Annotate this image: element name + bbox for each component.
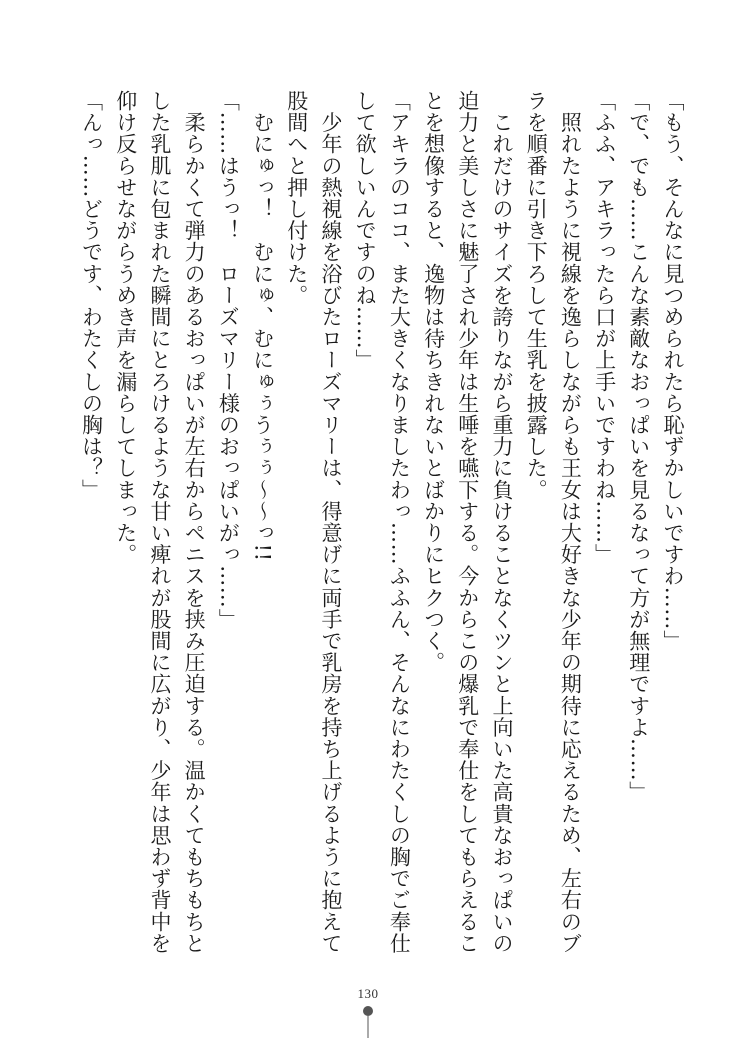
text-line-8: とを想像すると、逸物は待ちきれないとばかりにヒクつく。: [421, 90, 446, 674]
text-line-11: 少年の熱視線を浴びたローズマリーは、得意げに両手で乳房を持ち上げるように抱えて: [318, 90, 343, 954]
text-line-12: 股間へと押し付けた。: [284, 90, 309, 306]
text-line-9: 「アキラのココ、また大きくなりましたわっ……ふふん、そんなにわたくしの胸でご奉仕: [387, 90, 412, 954]
text-line-5: ラを順番に引き下ろして生乳を披露した。: [524, 90, 549, 501]
text-line-1: 「もう、そんなに見つめられたら恥ずかしいですわ……」: [661, 90, 685, 652]
text-line-15: 柔らかくて弾力のあるおっぱいが左右からペニスを挟み圧迫する。温かくてもちもちと: [182, 90, 207, 954]
text-line-3: 「ふふ、アキラったら口が上手いですわね……」: [592, 90, 617, 566]
text-line-17: 仰け反らせながらうめき声を漏らしてしまった。: [113, 90, 138, 566]
vertical-text-body: [79, 90, 690, 960]
text-line-7: 迫力と美しさに魅了され少年は生唾を嚥下する。今からこの爆乳で奉仕をしてもらえるこ: [455, 90, 480, 954]
page-number: 130: [357, 986, 379, 1001]
text-line-14: 「……はうっ！ ローズマリー様のおっぱいがっ……」: [216, 90, 241, 630]
text-line-18: 「んっ……どうです、わたくしの胸は？」: [79, 90, 104, 501]
text-line-2: 「で、でも……こんな素敵なおっぱいを見るなって方が無理ですよ……」: [626, 90, 651, 803]
text-line-4: 照れたように視線を逸らしながらも王女は大好きな少年の期待に応えるため、左右のブ: [558, 90, 583, 954]
text-line-10: して欲しいんですのね……」: [353, 90, 378, 371]
page-ornament-icon: [361, 1004, 375, 1038]
text-line-16: した乳肌に包まれた瞬間にとろけるような甘い痺れが股間に広がり、少年は思わず背中を: [147, 90, 172, 954]
text-line-6: これだけのサイズを誇りながら重力に負けることなくツンと上向いた高貴なおっぱいの: [489, 90, 514, 954]
text-line-13: むにゅっ！ むにゅ、むにゅぅうぅぅ〜〜っ!!: [250, 90, 275, 562]
